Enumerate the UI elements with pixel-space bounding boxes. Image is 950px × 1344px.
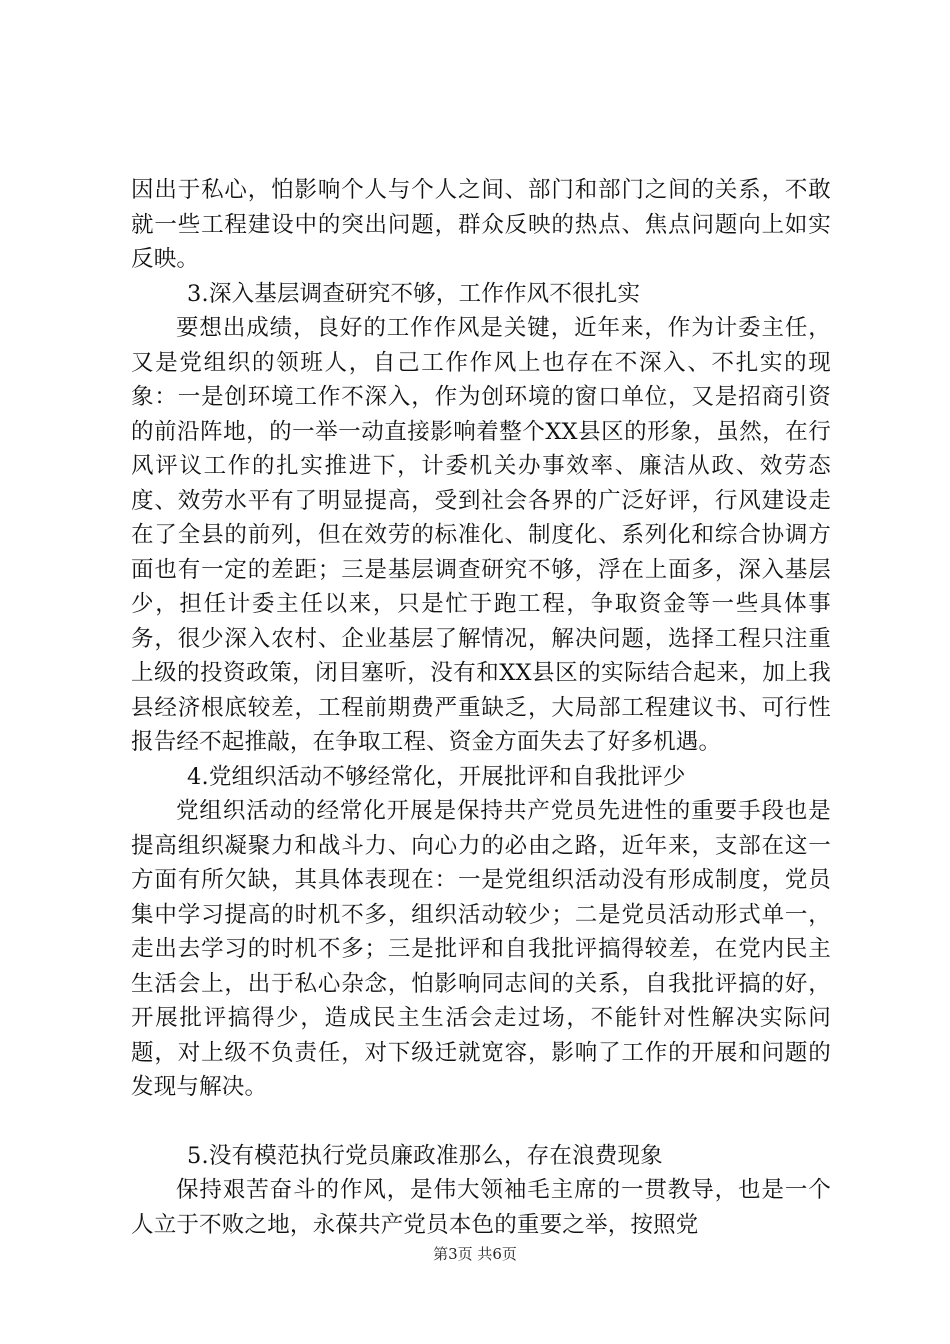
paragraph-continuation: 因出于私心，怕影响个人与个人之间、部门和部门之间的关系，不敢就一些工程建设中的突出问题，群众反映的热点、焦点问题向上如实反映。	[131, 177, 831, 272]
paragraph-party-activities: 党组织活动的经常化开展是保持共产党员先进性的重要手段也是提高组织凝聚力和战斗力、向心力的必由之路，近年来，支部在这一方面有所欠缺，其具体表现在：一是党组织活动没有形成制度，党员集中学习提高的时机不多，组织活动较少；二是党员活动形式单一，走出去学习的时机不多；三是批评和自我批评搞得较差，在党内民主生活会上，出于私心杂念，怕影响同志间的关系，自我批评搞的好，开展批评搞得少，造成民主生活会走过场，不能针对性解决实际问题，对上级不负责任，对下级迁就宽容，影响了工作的开展和问题的发现与解决。	[131, 798, 831, 1100]
section-heading-3: 3.深入基层调查研究不够，工作作风不很扎实	[187, 280, 641, 307]
page-number-footer: 第3页 共6页	[433, 1245, 517, 1263]
paragraph-work-style: 要想出成绩，良好的工作作风是关键，近年来，作为计委主任，又是党组织的领班人，自己工作作风上也存在不深入、不扎实的现象：一是创环境工作不深入，作为创环境的窗口单位，又是招商引资的前沿阵地，的一举一动直接影响着整个XX县区的形象，虽然，在行风评议工作的扎实推进下，计委机关办事效率、廉洁从政、效劳态度、效劳水平有了明显提高，受到社会各界的广泛好评，行风建设走在了全县的前列，但在效劳的标准化、制度化、系列化和综合协调方面也有一定的差距；三是基层调查研究不够，浮在上面多，深入基层少，担任计委主任以来，只是忙于跑工程，争取资金等一些具体事务，很少深入农村、企业基层了解情况，解决问题，选择工程只注重上级的投资政策，闭目塞听，没有和XX县区的实际结合起来，加上我县经济根底较差，工程前期费严重缺乏，大局部工程建议书、可行性报告经不起推敲，在争取工程、资金方面失去了好多机遇。	[131, 315, 831, 755]
section-heading-4: 4.党组织活动不够经常化，开展批评和自我批评少	[187, 763, 686, 790]
document-body	[131, 173, 831, 1242]
paragraph-hard-work: 保持艰苦奋斗的作风，是伟大领袖毛主席的一贯教导，也是一个人立于不败之地，永葆共产党员本色的重要之举，按照党	[131, 1177, 831, 1238]
paragraph-spacer	[131, 1105, 831, 1139]
section-heading-5: 5.没有模范执行党员廉政准那么，存在浪费现象	[187, 1142, 663, 1169]
